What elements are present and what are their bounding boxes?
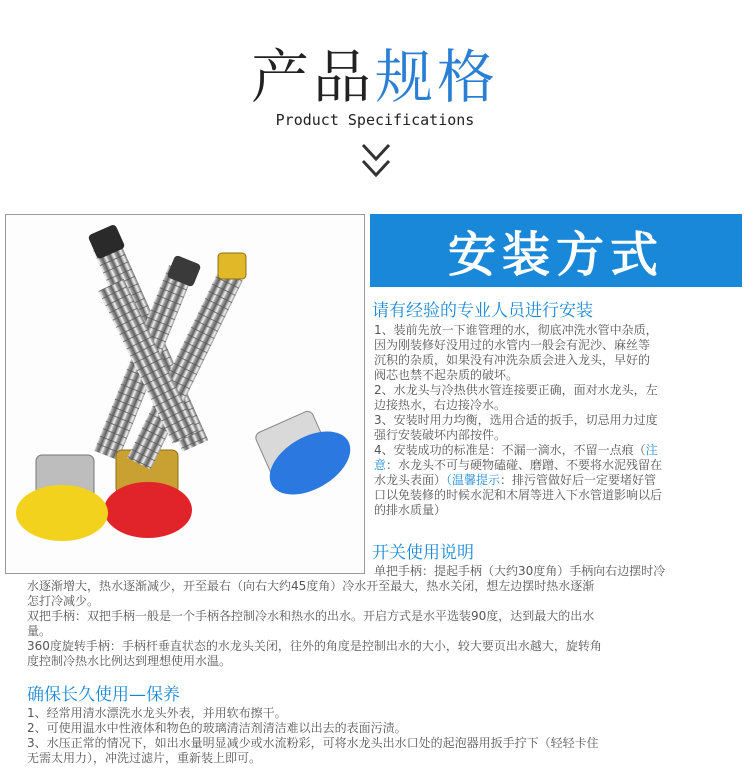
note-label: 注 [645, 443, 658, 457]
maintain-line: 1、经常用清水漂洗水龙头外表，并用软布擦干。 [27, 706, 287, 720]
install-item4-line: 4、安装成功的标准是：不漏一滴水，不留一点痕（注 [374, 443, 658, 457]
double-chevron-down-icon [360, 141, 392, 185]
install-line: 沉积的杂质，如果没有冲洗杂质会进入龙头，早好的 [374, 353, 651, 367]
install-line: 强行安装破坏内部按件。 [374, 428, 507, 442]
switch-line: 量。 [27, 624, 52, 638]
maintain-line: 2、可使用温水中性液体和物色的玻璃清洁剂清洁难以出去的表面污渍。 [27, 721, 407, 735]
switch-single-first: 单把手柄：提起手柄（大约30度角）手柄向右边摆时冷 [374, 564, 666, 578]
switch-line: 水逐渐增大，热水逐渐减少，开至最右（向右大约45度角）冷水开至最大，热水关闭，想左边摆时热水逐渐 [27, 579, 595, 593]
install-line: 边接热水，右边接冷水。 [374, 398, 507, 412]
switch-line: 双把手柄：双把手柄一般是一个手柄各控制冷水和热水的出水。开启方式是水平选装90度，达到最大的出水 [27, 609, 595, 623]
switch-line: 度控制冷热水比例达到理想使用水温。 [27, 654, 232, 668]
install-banner [370, 214, 742, 287]
note-label: 意 [374, 458, 387, 472]
install-heading: 请有经验的专业人员进行安装 [372, 301, 593, 321]
install-item4-line: 的排水质量） [374, 503, 447, 517]
install-line: 2、水龙头与冷热供水管连接要正确，面对水龙头，左 [374, 383, 658, 397]
install-line: 1、装前先放一下谁管理的水，彻底冲洗水管中杂质， [374, 323, 658, 337]
install-item4-line: 水龙头表面）（温馨提示：排污管做好后一定要堵好管 [374, 473, 657, 487]
switch-line: 360度旋转手柄：手柄杆垂直状态的水龙头关闭，往外的角度是控制出水的大小，较大要页出水越大，旋转角 [27, 639, 602, 653]
tip-label: （温馨提示 [446, 473, 501, 487]
install-item4-line: 意：水龙头不可与硬物磕碰、磨蹭、不要将水泥残留在 [374, 458, 663, 472]
install-item4-line: 口以免装修的时候水泥和木屑等进入下水管道影响以后 [374, 488, 663, 502]
maintain-line: 无需太用力），冲洗过滤片，重新装上即可。 [27, 751, 262, 765]
switch-heading: 开关使用说明 [372, 543, 474, 563]
product-photo [5, 214, 365, 574]
maintain-line: 3、水压正常的情况下，如出水量明显减少或水流粉彩，可将水龙头出水口处的起泡器用扳手拧下（轻轻卡住 [27, 736, 599, 750]
install-banner-label: 安装方式 [447, 227, 664, 283]
install-line: 阀芯也禁不起杂质的破坏。 [374, 368, 519, 382]
hose-illustration [6, 215, 364, 573]
install-line: 3、安装时用力均衡，选用合适的扳手，切忌用力过度 [374, 413, 658, 427]
maintain-heading: 确保长久使用—保养 [27, 685, 180, 705]
switch-line: 怎打冷减少。 [27, 594, 100, 608]
install-line: 因为刚装修好没用过的水管内一般会有泥沙、麻丝等 [374, 338, 651, 352]
maintain-text [27, 706, 737, 766]
switch-text [27, 579, 737, 669]
page-title [0, 42, 750, 112]
page-subtitle: Product Specifications [275, 111, 475, 129]
title-dark-part: 产品 [250, 43, 375, 111]
install-text [374, 323, 744, 518]
title-blue-part: 规格 [375, 43, 500, 111]
